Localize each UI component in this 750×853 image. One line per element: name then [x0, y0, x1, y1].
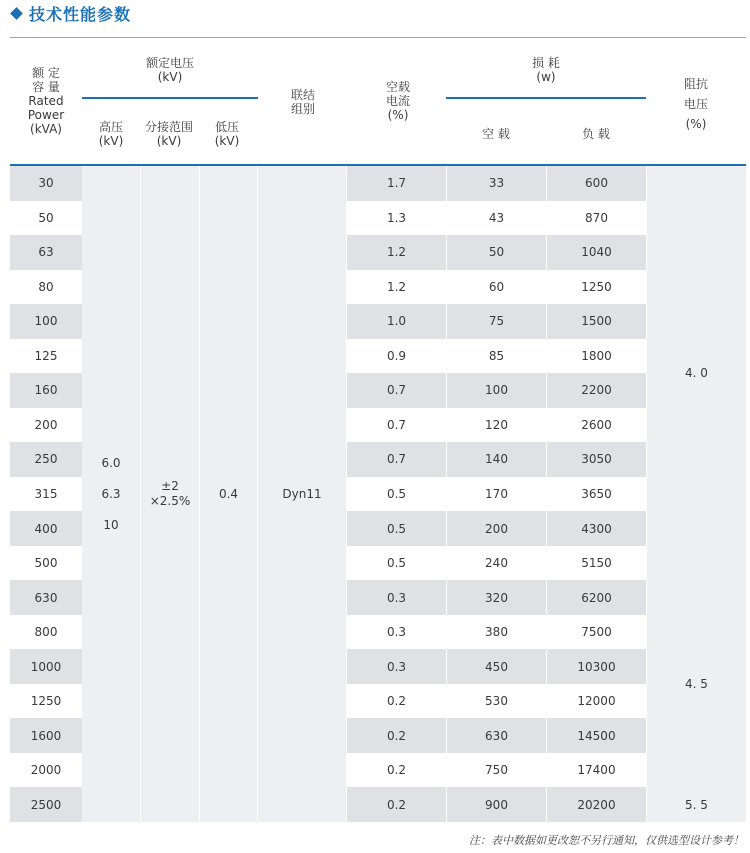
noload-loss-cell: 33	[447, 166, 546, 201]
noload-loss-cell: 630	[447, 718, 546, 753]
load-loss-cell: 1500	[547, 304, 646, 339]
header-divider-voltage	[82, 97, 258, 99]
load-loss-cell: 3650	[547, 477, 646, 512]
header-connection: 联结 组别	[290, 88, 315, 116]
load-loss-cell: 6200	[547, 580, 646, 615]
noload-loss-cell: 170	[447, 477, 546, 512]
capacity-cell: 1000	[10, 649, 82, 684]
noload-current-cell: 0.2	[347, 787, 446, 822]
noload-current-cell: 1.7	[347, 166, 446, 201]
noload-loss-cell: 140	[447, 442, 546, 477]
noload-current-cell: 1.2	[347, 270, 446, 305]
noload-loss-cell: 900	[447, 787, 546, 822]
load-loss-cell: 20200	[547, 787, 646, 822]
noload-current-cell: 0.2	[347, 753, 446, 788]
capacity-cell: 250	[10, 442, 82, 477]
capacity-cell: 50	[10, 201, 82, 236]
load-loss-cell: 1040	[547, 235, 646, 270]
load-loss-cell: 7500	[547, 615, 646, 650]
header-divider-loss	[446, 97, 646, 99]
noload-loss-cell: 200	[447, 511, 546, 546]
capacity-cell: 2500	[10, 787, 82, 822]
capacity-cell: 160	[10, 373, 82, 408]
noload-loss-cell: 120	[447, 408, 546, 443]
header-rated-voltage: 额定电压 (kV)	[145, 56, 194, 84]
capacity-cell: 400	[10, 511, 82, 546]
impedance-cell-5-5: 5. 5	[647, 788, 746, 822]
noload-loss-cell: 60	[447, 270, 546, 305]
capacity-cell: 63	[10, 235, 82, 270]
capacity-cell: 1600	[10, 718, 82, 753]
noload-current-cell: 1.0	[347, 304, 446, 339]
noload-loss-cell: 380	[447, 615, 546, 650]
header-lv: 低压 (kV)	[214, 120, 240, 148]
lv-merged-cell: 0.4	[200, 166, 257, 822]
load-loss-cell: 10300	[547, 649, 646, 684]
capacity-cell: 630	[10, 580, 82, 615]
spec-table-body	[10, 166, 746, 822]
load-loss-cell: 17400	[547, 753, 646, 788]
noload-current-cell: 0.2	[347, 684, 446, 719]
load-loss-cell: 600	[547, 166, 646, 201]
noload-current-cell: 0.5	[347, 511, 446, 546]
table-top-rule	[10, 37, 746, 38]
capacity-cell: 2000	[10, 753, 82, 788]
noload-current-cell: 0.3	[347, 615, 446, 650]
noload-current-cell: 0.7	[347, 408, 446, 443]
capacity-cell: 800	[10, 615, 82, 650]
noload-loss-cell: 530	[447, 684, 546, 719]
noload-current-cell: 0.5	[347, 546, 446, 581]
header-tap-range: 分接范围 (kV)	[144, 120, 193, 148]
footnote: 注：表中数据如更改恕不另行通知，仅供选型设计参考！	[469, 834, 744, 847]
noload-loss-cell: 85	[447, 339, 546, 374]
tap-range-merged-cell: ±2 ×2.5%	[141, 166, 199, 822]
hv-merged-cell: 6.0 6.3 10	[82, 166, 140, 822]
noload-current-cell: 1.3	[347, 201, 446, 236]
capacity-cell: 315	[10, 477, 82, 512]
impedance-cell-4-5: 4. 5	[647, 580, 746, 788]
impedance-cell-4-0: 4. 0	[647, 166, 746, 580]
section-title-text: 技术性能参数	[29, 4, 132, 24]
load-loss-cell: 1800	[547, 339, 646, 374]
noload-current-cell: 0.3	[347, 580, 446, 615]
header-impedance: 阻抗 电压 (%)	[683, 77, 708, 131]
capacity-cell: 1250	[10, 684, 82, 719]
noload-loss-cell: 750	[447, 753, 546, 788]
noload-loss-cell: 320	[447, 580, 546, 615]
noload-loss-cell: 43	[447, 201, 546, 236]
capacity-cell: 200	[10, 408, 82, 443]
noload-current-cell: 0.7	[347, 373, 446, 408]
load-loss-cell: 5150	[547, 546, 646, 581]
capacity-cell: 80	[10, 270, 82, 305]
load-loss-cell: 1250	[547, 270, 646, 305]
capacity-cell: 500	[10, 546, 82, 581]
noload-current-cell: 1.2	[347, 235, 446, 270]
load-loss-cell: 14500	[547, 718, 646, 753]
capacity-cell: 100	[10, 304, 82, 339]
header-noload-current: 空载 电流 (%)	[385, 80, 410, 122]
noload-current-cell: 0.5	[347, 477, 446, 512]
load-loss-cell: 4300	[547, 511, 646, 546]
load-loss-cell: 2200	[547, 373, 646, 408]
noload-loss-cell: 50	[447, 235, 546, 270]
load-loss-cell: 12000	[547, 684, 646, 719]
header-loss: 损 耗 (w)	[532, 56, 560, 84]
noload-current-cell: 0.7	[347, 442, 446, 477]
load-loss-cell: 2600	[547, 408, 646, 443]
load-loss-cell: 3050	[547, 442, 646, 477]
header-load-loss: 负 载	[582, 127, 610, 141]
header-hv: 高压 (kV)	[98, 120, 124, 148]
capacity-cell: 30	[10, 166, 82, 201]
header-capacity: 额 定 容 量 Rated Power (kVA)	[27, 66, 65, 136]
capacity-cell: 125	[10, 339, 82, 374]
noload-loss-cell: 240	[447, 546, 546, 581]
noload-current-cell: 0.2	[347, 718, 446, 753]
noload-loss-cell: 75	[447, 304, 546, 339]
header-noload-loss: 空 载	[482, 127, 510, 141]
noload-current-cell: 0.9	[347, 339, 446, 374]
noload-loss-cell: 450	[447, 649, 546, 684]
section-title	[10, 2, 131, 24]
load-loss-cell: 870	[547, 201, 646, 236]
diamond-bullet-icon	[10, 7, 23, 20]
noload-loss-cell: 100	[447, 373, 546, 408]
noload-current-cell: 0.3	[347, 649, 446, 684]
connection-merged-cell: Dyn11	[258, 166, 346, 822]
